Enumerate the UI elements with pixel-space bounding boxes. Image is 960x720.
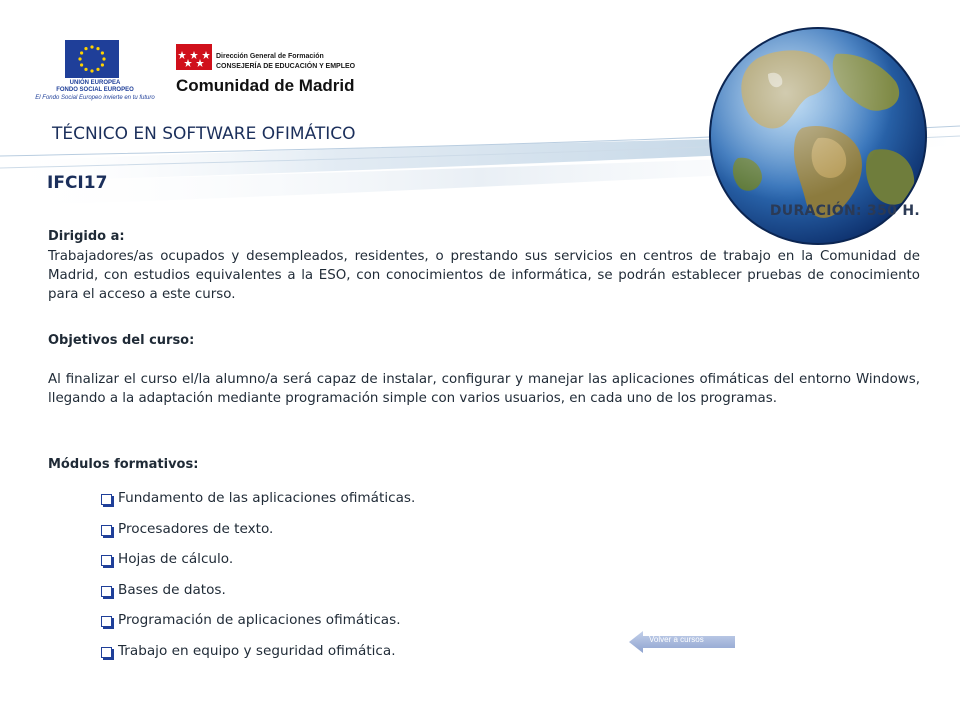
course-title: TÉCNICO EN SOFTWARE OFIMÁTICO bbox=[52, 124, 356, 144]
back-to-courses-button[interactable] bbox=[629, 630, 735, 654]
module-item bbox=[101, 490, 415, 521]
eu-logo-line2: FONDO SOCIAL EUROPEO bbox=[56, 87, 134, 93]
checkbox-bullet-icon bbox=[101, 494, 112, 505]
module-item bbox=[101, 643, 415, 674]
module-item bbox=[101, 582, 415, 613]
madrid-logo bbox=[176, 42, 396, 102]
back-to-courses-label: Volver a cursos bbox=[649, 635, 704, 644]
objetivos-label: Objetivos del curso: bbox=[48, 333, 195, 348]
objetivos-text: Al finalizar el curso el/la alumno/a será capaz de instalar, configurar y manejar las aplicaciones ofimáticas del entorno Windows, llegando a la adaptación mediante programación simple con varios usuarios, en cada uno de los programas. bbox=[48, 372, 920, 406]
eu-flag-icon bbox=[65, 40, 119, 78]
module-item bbox=[101, 551, 415, 582]
module-item bbox=[101, 612, 415, 643]
module-item bbox=[101, 521, 415, 552]
module-label: Trabajo en equipo y seguridad ofimática. bbox=[118, 642, 396, 659]
modulos-label: Módulos formativos: bbox=[48, 457, 199, 472]
module-label: Programación de aplicaciones ofimáticas. bbox=[118, 612, 401, 628]
madrid-flag-icon bbox=[176, 44, 212, 70]
eu-logo bbox=[30, 38, 160, 110]
module-label: Fundamento de las aplicaciones ofimáticas. bbox=[118, 490, 416, 506]
globe-icon bbox=[698, 18, 938, 258]
checkbox-bullet-icon bbox=[101, 555, 112, 566]
modules-list bbox=[101, 490, 415, 673]
module-label: Hojas de cálculo. bbox=[118, 551, 234, 567]
dirigido-label: Dirigido a: bbox=[48, 229, 125, 244]
checkbox-bullet-icon bbox=[101, 586, 112, 597]
checkbox-bullet-icon bbox=[101, 616, 112, 627]
eu-logo-tagline: El Fondo Social Europeo invierte en tu futuro bbox=[35, 95, 155, 101]
dirigido-text: Trabajadores/as ocupados y desempleados, residentes, o prestando sus servicios en centros de trabajo en la Comunidad de Madrid, con estudios equivalentes a la ESO, con conocimientos de informática, se podrán establecer pruebas de conocimiento para el acceso a este curso. bbox=[48, 249, 920, 302]
checkbox-bullet-icon bbox=[101, 525, 112, 536]
module-label: Bases de datos. bbox=[118, 581, 226, 598]
madrid-logo-name: Comunidad de Madrid bbox=[176, 76, 355, 95]
madrid-logo-line2: CONSEJERÍA DE EDUCACIÓN Y EMPLEO bbox=[216, 63, 356, 70]
madrid-logo-line1: Dirección General de Formación bbox=[216, 53, 324, 60]
eu-logo-line1: UNIÓN EUROPEA bbox=[69, 80, 121, 86]
course-duration: DURACIÓN: 350 H. bbox=[769, 203, 920, 219]
checkbox-bullet-icon bbox=[101, 647, 112, 658]
module-label: Procesadores de texto. bbox=[118, 520, 274, 537]
course-code: IFCI17 bbox=[47, 173, 108, 193]
